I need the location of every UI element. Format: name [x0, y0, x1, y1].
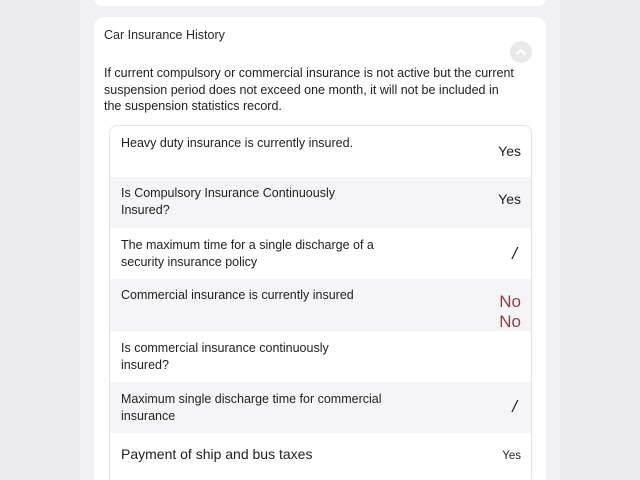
section-title: Car Insurance History [104, 28, 225, 42]
right-background [560, 0, 640, 480]
row-value: No [499, 292, 521, 311]
previous-card [94, 0, 546, 6]
row-label: Commercial insurance is currently insured [121, 288, 354, 302]
table-row [110, 331, 531, 382]
row-label: Heavy duty insurance is currently insured. [121, 136, 354, 150]
row-label: Payment of ship and bus taxes [121, 446, 313, 462]
row-label: Is Compulsory Insurance Continuously Insured? [121, 186, 335, 217]
row-value: Yes [498, 191, 521, 207]
row-label: Maximum single discharge time for commercial insurance [121, 392, 382, 423]
row-label: Is commercial insurance continuously insured? [121, 341, 329, 372]
row-label: The maximum time for a single discharge of a security insurance policy [121, 238, 374, 269]
row-value-secondary: No [499, 312, 521, 331]
row-value: / [512, 244, 517, 263]
insurance-table [109, 125, 532, 480]
car-insurance-history-card [94, 17, 546, 480]
table-row [110, 228, 531, 279]
table-row [110, 382, 531, 433]
table-row [110, 279, 531, 331]
chevron-up-icon [515, 46, 527, 58]
collapse-button[interactable] [510, 41, 532, 63]
suspension-notice: If current compulsory or commercial insurance is not active but the current suspension period does not exceed one month, it will not be included in the suspension statistics record. [104, 66, 514, 113]
table-row [110, 433, 531, 480]
left-background [0, 0, 80, 480]
row-value: / [512, 397, 517, 416]
row-value: Yes [498, 143, 521, 159]
app-screen [80, 0, 560, 480]
row-value: Yes [502, 450, 521, 462]
table-row [110, 126, 531, 177]
table-row [110, 177, 531, 228]
